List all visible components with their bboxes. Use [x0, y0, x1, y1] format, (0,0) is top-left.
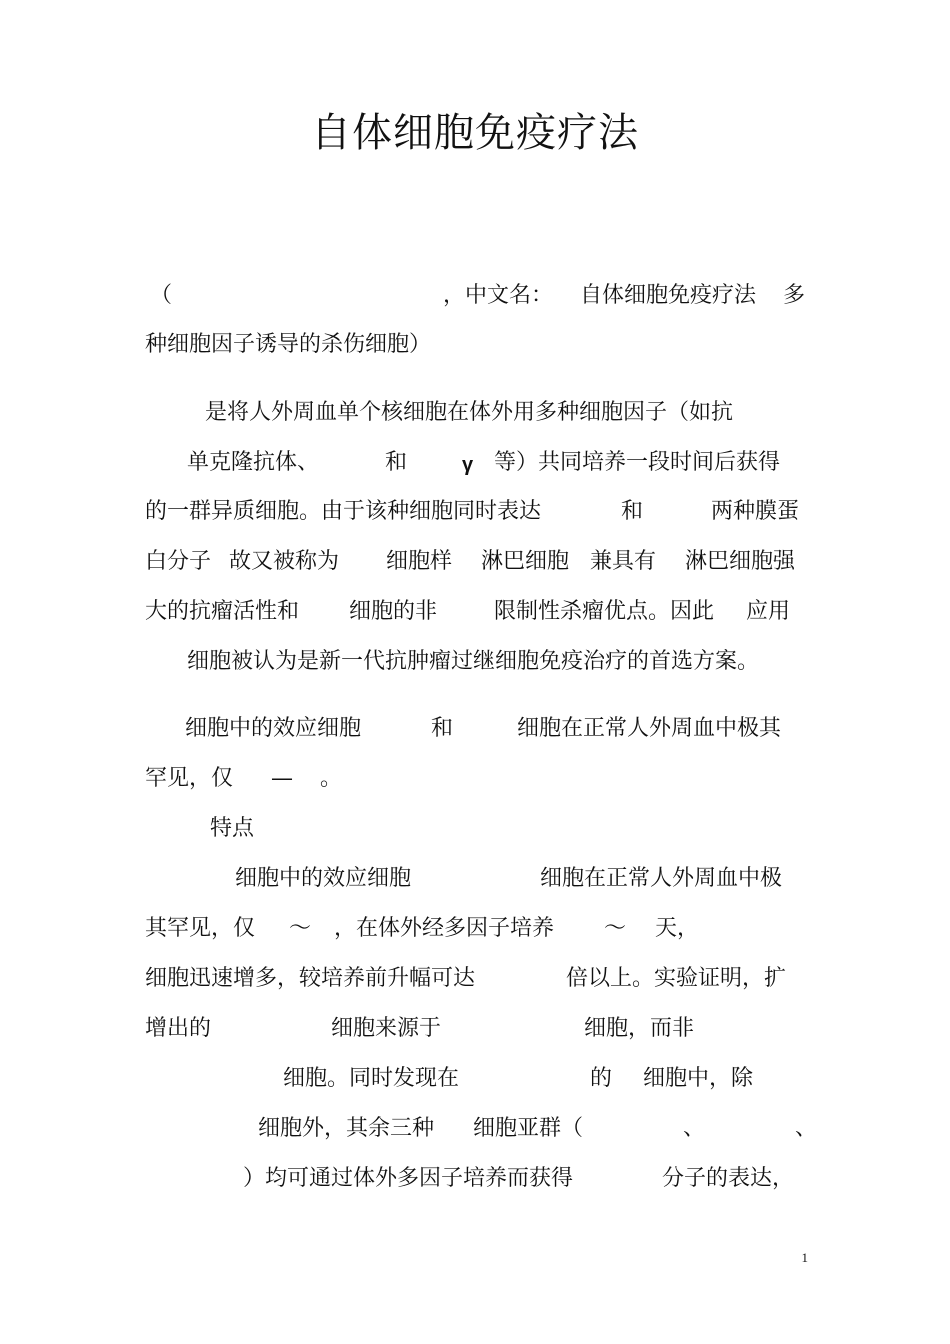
- page-title: 自体细胞免疫疗法: [311, 110, 639, 156]
- text-segment: 天，: [655, 916, 700, 941]
- text-segment: 细胞在正常人外周血中极: [540, 866, 783, 891]
- text-segment: 单克隆抗体、: [187, 450, 320, 475]
- text-segment: 种细胞因子诱导的杀伤细胞）: [145, 332, 432, 357]
- text-segment: ～: [604, 916, 627, 941]
- text-segment: ，中文名：: [443, 283, 554, 308]
- text-segment: 细胞外，其余三种: [258, 1116, 435, 1141]
- text-segment: 细胞迅速增多，较培养前升幅可达: [145, 966, 476, 991]
- text-segment: 罕见，仅: [145, 766, 234, 791]
- text-segment: 细胞。同时发现在: [283, 1066, 460, 1091]
- text-segment: —: [271, 766, 293, 791]
- text-segment: 淋巴细胞: [481, 549, 570, 574]
- text-segment: 增出的: [145, 1016, 212, 1041]
- text-segment: 的: [590, 1066, 613, 1091]
- text-segment: 细胞中，除: [643, 1066, 754, 1091]
- text-segment: 故又被称为: [229, 549, 340, 574]
- text-segment: 分子的表达，: [662, 1166, 795, 1191]
- text-segment: 和: [431, 716, 454, 741]
- gamma-symbol: γ: [462, 454, 474, 476]
- text-segment: 白分子: [145, 549, 212, 574]
- text-segment: 等）共同培养一段时间后获得: [494, 450, 781, 475]
- text-segment: 和: [621, 499, 644, 524]
- text-segment: 。: [320, 766, 343, 791]
- text-segment: 、: [795, 1116, 818, 1141]
- text-segment: 细胞的非: [349, 599, 438, 624]
- text-segment: 、: [683, 1116, 706, 1141]
- text-segment: 应用: [746, 599, 791, 624]
- text-segment: 多: [783, 283, 806, 308]
- text-segment: 细胞来源于: [331, 1016, 442, 1041]
- text-segment: 细胞中的效应细胞: [185, 716, 362, 741]
- text-segment: （: [150, 283, 173, 308]
- text-segment: 细胞被认为是新一代抗肿瘤过继细胞免疫治疗的首选方案。: [187, 649, 760, 674]
- text-segment: 和: [385, 450, 408, 475]
- text-segment: 自体细胞免疫疗法: [580, 283, 757, 308]
- text-segment: ）均可通过体外多因子培养而获得: [243, 1166, 574, 1191]
- text-segment: 的一群异质细胞。由于该种细胞同时表达: [145, 499, 542, 524]
- text-segment: 细胞中的效应细胞: [235, 866, 412, 891]
- text-segment: 淋巴细胞强: [685, 549, 796, 574]
- text-segment: 兼具有: [590, 549, 657, 574]
- text-segment: 两种膜蛋: [711, 499, 800, 524]
- section-heading: 特点: [210, 816, 255, 841]
- text-segment: ～: [289, 916, 312, 941]
- text-segment: 细胞，而非: [584, 1016, 695, 1041]
- text-segment: 细胞亚群（: [473, 1116, 584, 1141]
- text-segment: ，在体外经多因子培养: [334, 916, 555, 941]
- text-segment: 细胞样: [386, 549, 453, 574]
- text-segment: 细胞在正常人外周血中极其: [517, 716, 782, 741]
- text-segment: 倍以上。实验证明，扩: [566, 966, 787, 991]
- page-number: 1: [801, 1250, 808, 1265]
- text-segment: 其罕见，仅: [145, 916, 256, 941]
- text-segment: 大的抗瘤活性和: [145, 599, 300, 624]
- text-segment: 是将人外周血单个核细胞在体外用多种细胞因子（如抗: [205, 400, 734, 425]
- text-segment: 限制性杀瘤优点。因此: [494, 599, 715, 624]
